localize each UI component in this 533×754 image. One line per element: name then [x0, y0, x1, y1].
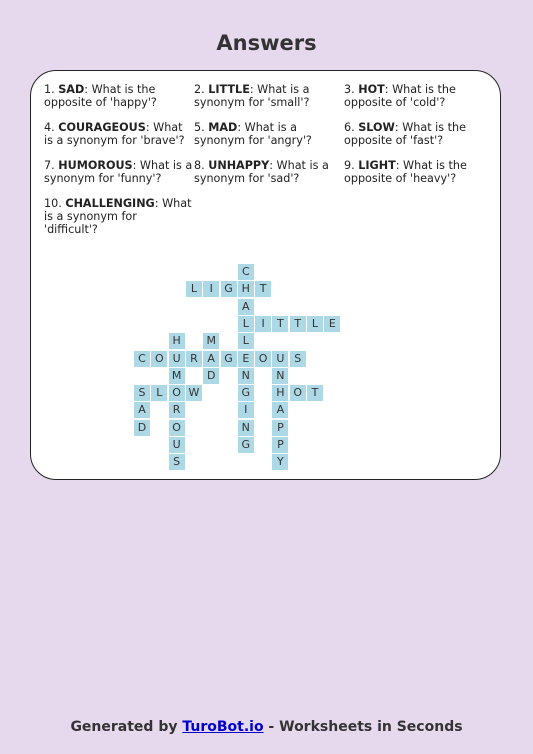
crossword-cell: H — [238, 281, 254, 297]
page-title: Answers — [216, 31, 317, 55]
crossword-cell: M — [203, 333, 219, 349]
crossword-cell: R — [169, 402, 185, 418]
crossword-cell: G — [221, 351, 237, 367]
answer-card — [30, 70, 501, 480]
clue-item: 1. SAD: What is the opposite of 'happy'? — [44, 83, 157, 109]
crossword-cell: A — [238, 299, 254, 315]
crossword-cell: I — [203, 281, 219, 297]
crossword-cell: S — [134, 385, 150, 401]
crossword-cell: O — [255, 351, 271, 367]
crossword-cell: T — [255, 281, 271, 297]
crossword-cell: O — [169, 420, 185, 436]
crossword-cell: R — [186, 351, 202, 367]
footer: Generated by TuroBot.io - Worksheets in Seconds — [70, 719, 463, 735]
crossword-cell: O — [169, 385, 185, 401]
crossword-cell: M — [169, 368, 185, 384]
crossword-cell: S — [169, 454, 185, 470]
crossword-cell: H — [169, 333, 185, 349]
crossword-cell: N — [238, 368, 254, 384]
crossword-cell: A — [134, 402, 150, 418]
crossword-cell: L — [307, 316, 323, 332]
crossword-cell: A — [272, 402, 288, 418]
crossword-cell: L — [238, 316, 254, 332]
crossword-cell: A — [203, 351, 219, 367]
crossword-cell: L — [186, 281, 202, 297]
crossword-cell: T — [272, 316, 288, 332]
crossword-cell: I — [238, 402, 254, 418]
clue-item: 3. HOT: What is the opposite of 'cold'? — [344, 83, 456, 109]
crossword-cell: P — [272, 420, 288, 436]
crossword-cell: L — [238, 333, 254, 349]
clue-item: 8. UNHAPPY: What is a synonym for 'sad'? — [194, 159, 329, 185]
crossword-cell: T — [290, 316, 306, 332]
crossword-cell: T — [307, 385, 323, 401]
crossword-cell: P — [272, 437, 288, 453]
crossword-cell: D — [203, 368, 219, 384]
crossword-cell: I — [255, 316, 271, 332]
crossword-cell: U — [169, 437, 185, 453]
crossword-grid — [31, 71, 500, 479]
crossword-cell: N — [272, 368, 288, 384]
clue-item: 10. CHALLENGING: What is a synonym for 'difficult'? — [44, 197, 192, 236]
clue-item: 2. LITTLE: What is a synonym for 'small'? — [194, 83, 310, 109]
crossword-cell: O — [151, 351, 167, 367]
crossword-cell: E — [324, 316, 340, 332]
crossword-cell: G — [238, 437, 254, 453]
crossword-cell: N — [238, 420, 254, 436]
crossword-cell: U — [272, 351, 288, 367]
clue-item: 5. MAD: What is a synonym for 'angry'? — [194, 121, 312, 147]
crossword-cell: U — [169, 351, 185, 367]
crossword-cell: S — [290, 351, 306, 367]
crossword-cell: O — [290, 385, 306, 401]
crossword-cell: G — [221, 281, 237, 297]
crossword-cell: C — [134, 351, 150, 367]
crossword-cell: H — [272, 385, 288, 401]
turobot-link[interactable]: TuroBot.io — [182, 719, 264, 735]
crossword-cell: C — [238, 264, 254, 280]
crossword-cell: W — [186, 385, 202, 401]
clue-item: 7. HUMOROUS: What is a synonym for 'funny'? — [44, 159, 193, 185]
crossword-cell: E — [238, 351, 254, 367]
crossword-cell: G — [238, 385, 254, 401]
crossword-cell: D — [134, 420, 150, 436]
crossword-cell: Y — [272, 454, 288, 470]
clue-item: 4. COURAGEOUS: What is a synonym for 'brave'? — [44, 121, 185, 147]
clue-item: 9. LIGHT: What is the opposite of 'heavy'? — [344, 159, 467, 185]
clue-item: 6. SLOW: What is the opposite of 'fast'? — [344, 121, 467, 147]
crossword-cell: L — [151, 385, 167, 401]
